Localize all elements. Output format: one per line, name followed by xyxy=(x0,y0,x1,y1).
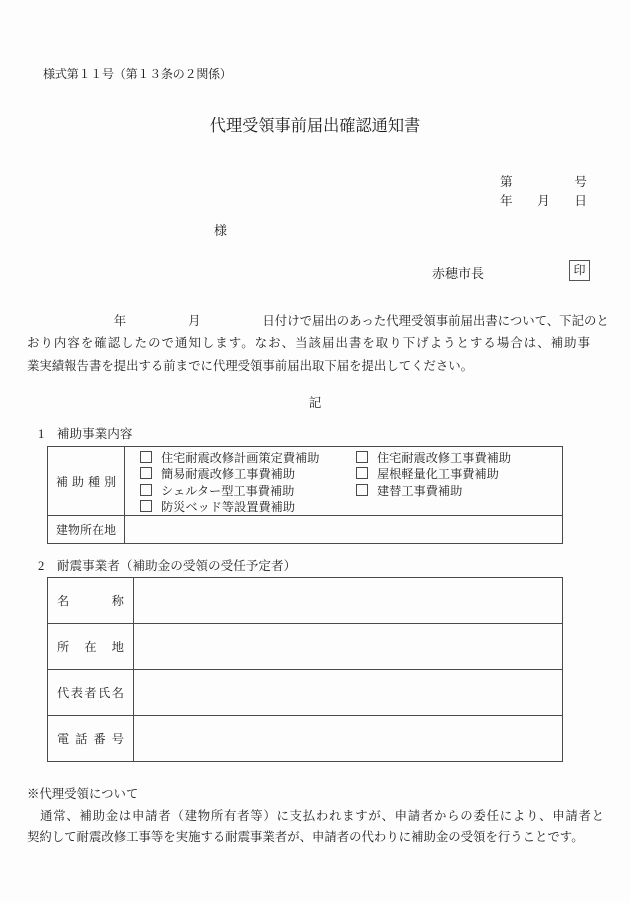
subsidy-type-label-cell xyxy=(48,447,125,516)
date-month-label: 月 xyxy=(537,194,550,208)
checkbox-icon[interactable] xyxy=(140,500,152,512)
subsidy-option-label: 住宅耐震改修工事費補助 xyxy=(377,451,512,465)
body-paragraph xyxy=(27,310,609,377)
subsidy-option xyxy=(140,466,356,482)
doc-number-suffix: 号 xyxy=(574,175,587,189)
subsidy-option xyxy=(356,450,562,466)
subsidy-option-label: 住宅耐震改修計画策定費補助 xyxy=(161,451,320,465)
subsidy-option xyxy=(140,499,356,515)
checkbox-icon[interactable] xyxy=(140,484,152,496)
checkbox-icon[interactable] xyxy=(140,467,152,479)
subsidy-option xyxy=(356,483,562,499)
table-row xyxy=(48,578,563,624)
subsidy-options-cell xyxy=(125,447,563,516)
representative-name-label-cell xyxy=(48,670,134,716)
document-number-line xyxy=(500,171,587,190)
building-address-value-cell[interactable] xyxy=(125,516,563,544)
phone-number-label: 電話番号 xyxy=(57,732,124,746)
subsidy-type-label: 補助種別 xyxy=(56,474,116,489)
subsidy-option-label: シェルター型工事費補助 xyxy=(161,483,295,498)
subsidy-type-row xyxy=(48,447,563,516)
contractor-table xyxy=(47,577,563,762)
footnote xyxy=(27,784,604,849)
body-line: 年 月 日付けで届出のあった代理受領事前届出書について、下記のと xyxy=(27,314,609,328)
footnote-line: 通常、補助金は申請者（建物所有者等）に支払われますが、申請者からの委任により、申請者と xyxy=(27,808,604,823)
ki-mark: 記 xyxy=(308,396,322,410)
table-row xyxy=(48,624,563,670)
checkbox-icon[interactable] xyxy=(356,467,368,479)
contractor-address-value-cell[interactable] xyxy=(134,624,563,670)
seal-stamp-box: 印 xyxy=(569,260,590,281)
representative-name-value-cell[interactable] xyxy=(134,670,563,716)
subsidy-option-label: 建替工事費補助 xyxy=(377,483,463,498)
document-title: 代理受領事前届出確認通知書 xyxy=(209,117,421,135)
subsidy-option-label: 防災ベッド等設置費補助 xyxy=(161,499,296,514)
building-address-row xyxy=(48,516,563,544)
subsidy-option xyxy=(140,450,356,466)
subsidy-option xyxy=(140,483,356,499)
phone-number-value-cell[interactable] xyxy=(134,716,563,762)
subsidy-options-grid xyxy=(125,447,562,515)
checkbox-icon[interactable] xyxy=(356,451,368,463)
date-line xyxy=(500,190,587,209)
contractor-name-value-cell[interactable] xyxy=(134,578,563,624)
date-day-label: 日 xyxy=(574,194,587,208)
footnote-line: 契約して耐震改修工事等を実施する耐震事業者が、申請者の代わりに補助金の受領を行うことです。 xyxy=(27,830,584,844)
building-address-label: 建物所在地 xyxy=(56,523,116,538)
addressee-honorific: 様 xyxy=(214,223,228,238)
subsidy-option-label: 屋根軽量化工事費補助 xyxy=(377,467,499,482)
body-line: おり内容を確認したので通知します。なお、当該届出書を取り下げようとする場合は、補助事 xyxy=(27,336,590,351)
checkbox-icon[interactable] xyxy=(356,484,368,496)
date-year-label: 年 xyxy=(500,194,513,208)
section2-heading: 2 耐震事業者（補助金の受領の受任予定者） xyxy=(38,559,297,573)
contractor-address-label: 所在地 xyxy=(57,640,124,654)
footnote-heading: ※代理受領について xyxy=(27,787,139,801)
checkbox-icon[interactable] xyxy=(140,451,152,463)
contractor-name-label-cell xyxy=(48,578,134,624)
doc-number-prefix: 第 xyxy=(500,175,513,189)
section1-heading: 1 補助事業内容 xyxy=(38,427,133,441)
body-line: 業実績報告書を提出する前までに代理受領事前届出取下届を提出してください。 xyxy=(27,358,474,373)
representative-name-label: 代表者氏名 xyxy=(57,686,124,700)
building-address-label-cell xyxy=(48,516,125,544)
subsidy-table xyxy=(47,446,563,544)
subsidy-option xyxy=(356,466,562,482)
form-number: 様式第１１号（第１３条の２関係） xyxy=(43,67,232,81)
subsidy-option-label: 簡易耐震改修工事費補助 xyxy=(161,467,296,482)
contractor-name-label: 名称 xyxy=(57,594,124,608)
table-row xyxy=(48,716,563,762)
table-row xyxy=(48,670,563,716)
contractor-address-label-cell xyxy=(48,624,134,670)
issuer-name: 赤穂市長 xyxy=(432,266,485,281)
phone-number-label-cell xyxy=(48,716,134,762)
